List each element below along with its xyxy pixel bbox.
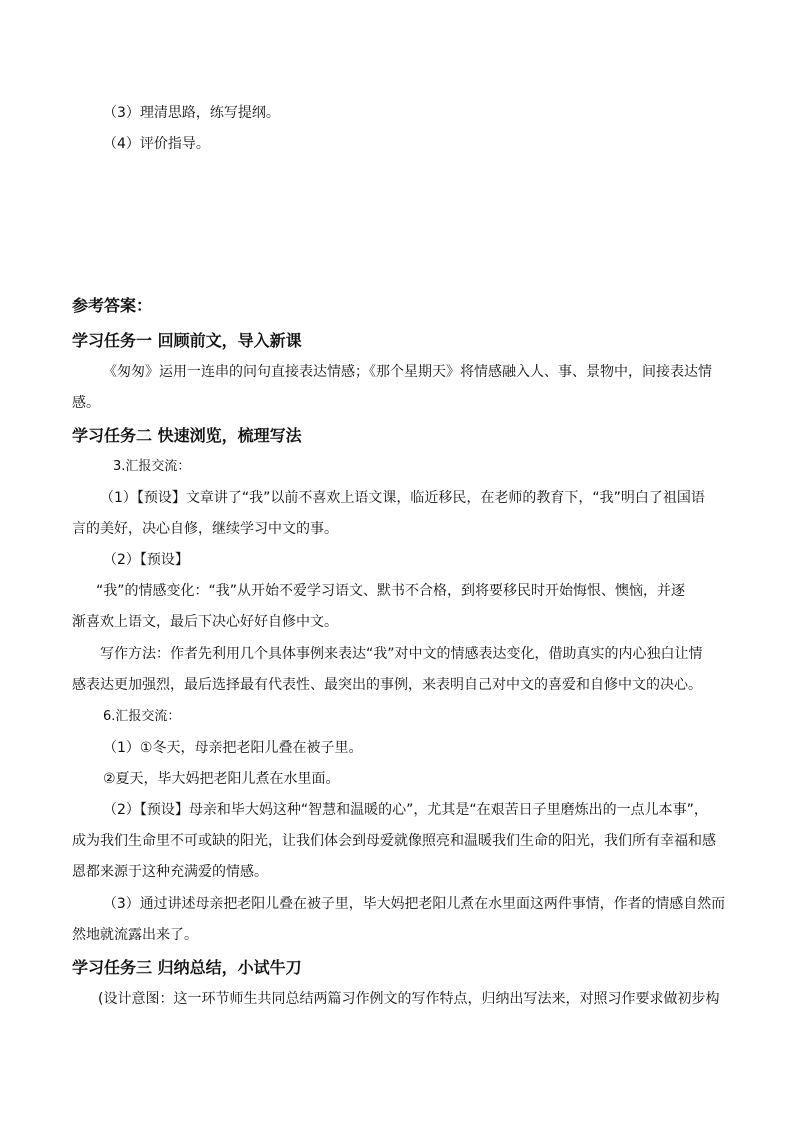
paragraph-line: 成为我们生命里不可或缺的阳光，让我们体会到母爱就像照亮和温暖我们生命的阳光，我们所有幸福和感	[72, 833, 716, 849]
task2-heading: 学习任务二 快速浏览，梳理写法	[72, 426, 302, 445]
task3-heading: 学习任务三 归纳总结，小试牛刀	[72, 958, 302, 977]
list-item: （4）评价指导。	[103, 136, 210, 152]
paragraph-line: （2）【预设】	[103, 552, 189, 568]
paragraph-line: 《匆匆》运用一连串的问句直接表达情感；《那个星期天》将情感融入人、事、景物中，间接表达情	[103, 364, 712, 380]
paragraph-line: 然地就流露出来了。	[72, 927, 198, 943]
paragraph-line: 感。	[72, 395, 100, 411]
paragraph-line: （2）【预设】母亲和毕大妈这种“智慧和温暖的心”，尤其是“在艰苦日子里磨炼出的一点儿本事”，	[103, 802, 708, 818]
paragraph-line: 恩都来源于这种充满爱的情感。	[72, 864, 268, 880]
paragraph-line: 感表达更加强烈，最后选择最有代表性、最突出的事例，来表明自己对中文的喜爱和自修中文的决心。	[72, 677, 702, 693]
paragraph-line: “我”的情感变化：“我”从开始不爱学习语文、默书不合格，到将要移民时开始悔恨、懊恼，并逐	[96, 583, 686, 599]
paragraph-line: 渐喜欢上语文，最后下决心好好自修中文。	[72, 614, 338, 630]
list-item: （3）理清思路，练写提纲。	[103, 105, 280, 121]
answers-label: 参考答案：	[72, 296, 153, 315]
paragraph-line: （3）通过讲述母亲把老阳儿叠在被子里，毕大妈把老阳儿煮在水里面这两件事情，作者的情感自然而	[103, 896, 726, 912]
paragraph-line: （1）【预设】文章讲了“我”以前不喜欢上语文课，临近移民，在老师的教育下，“我”明白了祖国语	[100, 490, 705, 506]
paragraph-line: 6.汇报交流：	[103, 709, 181, 724]
paragraph-line: (设计意图：这一环节师生共同总结两篇习作例文的写作特点，归纳出写法来，对照习作要求做初步构	[98, 991, 720, 1007]
paragraph-line: 写作方法：作者先利用几个具体事例来表达“我”对中文的情感表达变化，借助真实的内心独白让情	[100, 646, 703, 662]
paragraph-line: ②夏天，毕大妈把老阳儿煮在水里面。	[103, 771, 340, 787]
task1-heading: 学习任务一 回顾前文，导入新课	[72, 331, 302, 350]
paragraph-line: 言的美好，决心自修，继续学习中文的事。	[72, 521, 338, 537]
paragraph-line: 3.汇报交流：	[113, 459, 191, 474]
paragraph-line: （1）①冬天，母亲把老阳儿叠在被子里。	[103, 740, 363, 756]
